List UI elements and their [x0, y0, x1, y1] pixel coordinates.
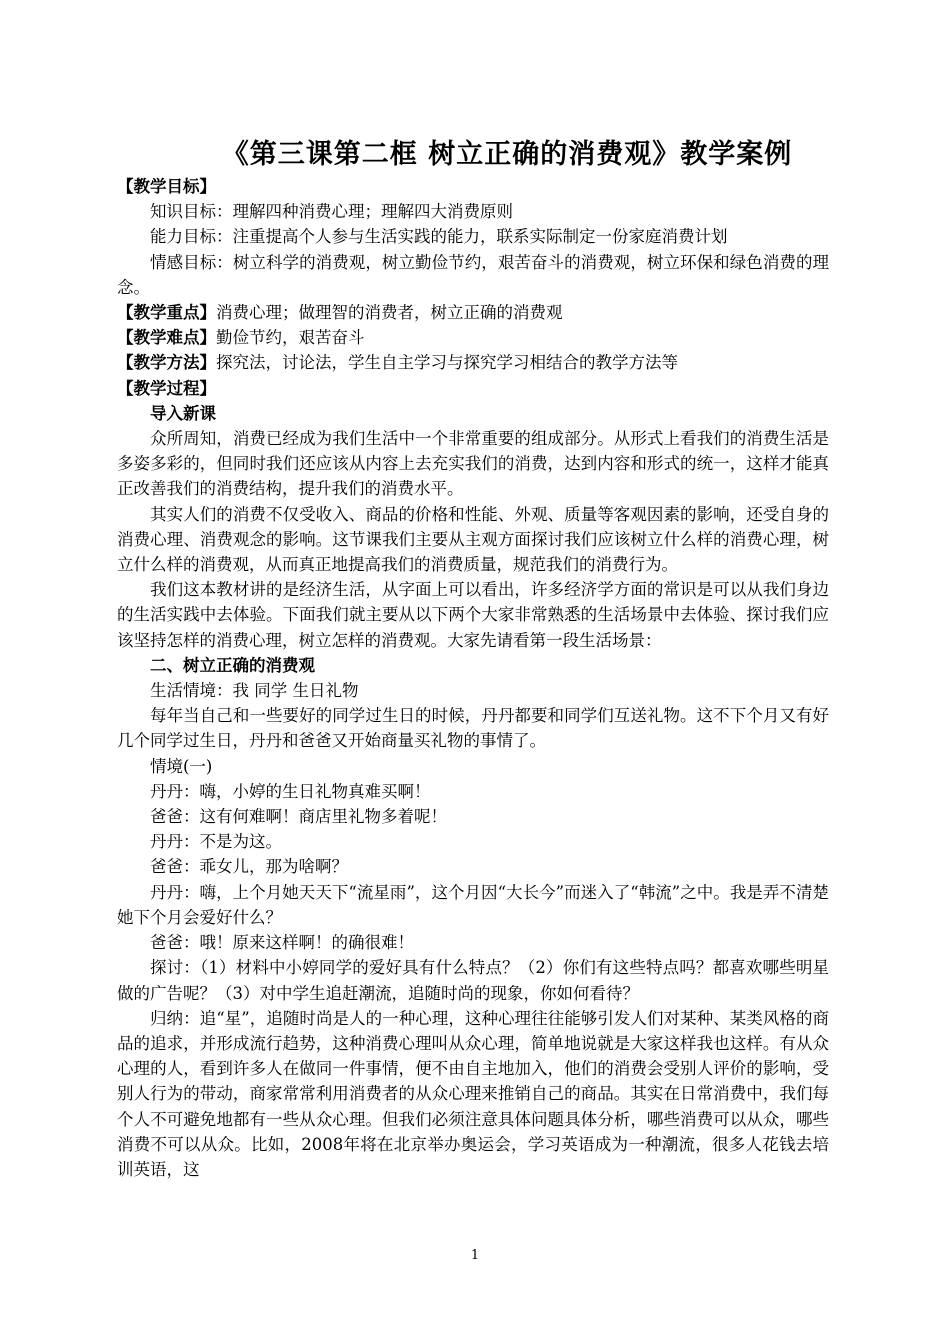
discussion-paragraph: 探讨：（1）材料中小婷同学的爱好具有什么特点？（2）你们有这些特点吗？都喜欢哪些明星做的广告呢？（3）对中学生追赶潮流，追随时尚的现象，你如何看待？	[117, 958, 829, 1003]
document-title: 《第三课第二框 树立正确的消费观》教学案例	[221, 139, 793, 170]
dialogue-line: 丹丹：嗨，小婷的生日礼物真难买啊！	[150, 781, 431, 801]
methods-heading: 【教学方法】	[117, 353, 216, 373]
dialogue-line: 丹丹：不是为这。	[150, 832, 282, 852]
intro-paragraph-2: 其实人们的消费不仅受收入、商品的价格和性能、外观、质量等客观因素的影响，还受自身的消费心理、消费观念的影响。这节课我们主要从主观方面探讨我们应该树立什么样的消费心理，树立什么样的消费观，从而真正地提高我们的消费质量，规范我们的消费行为。	[117, 504, 829, 575]
intro-paragraph-1: 众所周知，消费已经成为我们生活中一个非常重要的组成部分。从形式上看我们的消费生活是多姿多彩的，但同时我们还应该从内容上去充实我们的消费，达到内容和形式的统一，这样才能真正改善我们的消费结构，提升我们的消费水平。	[117, 429, 829, 499]
section2-heading: 二、树立正确的消费观	[150, 655, 315, 675]
dialogue-line: 爸爸：这有何难啊！商店里礼物多着呢！	[150, 807, 447, 827]
difficulty-heading: 【教学难点】	[117, 328, 216, 348]
emotion-objective: 情感目标：树立科学的消费观，树立勤俭节约，艰苦奋斗的消费观，树立环保和绿色消费的理念。	[117, 252, 829, 297]
scene-description: 每年当自己和一些要好的同学过生日的时候，丹丹都要和同学们互送礼物。这不下个月又有好几个同学过生日，丹丹和爸爸又开始商量买礼物的事情了。	[117, 706, 829, 751]
key-points-heading: 【教学重点】	[117, 303, 216, 323]
situation-label: 情境(一)	[150, 756, 213, 776]
key-points-text: 消费心理；做理智的消费者，树立正确的消费观	[216, 303, 563, 323]
page-number: 1	[470, 1248, 480, 1263]
summary-paragraph: 归纳：追“星”，追随时尚是人的一种心理，这种心理往往能够引发人们对某种、某类风格的商品的追求，并形成流行趋势，这种消费心理叫从众心理，简单地说就是大家这样我也这样。有从众心理的人，看到许多人在做同一件事情，便不由自主地加入，他们的消费会受别人评价的影响，受别人行为的带动，商家常常利用消费者的从众心理来推销自己的商品。其实在日常消费中，我们每个人不可避免地都有一些从众心理。但我们必须注意具体问题具体分析，哪些消费可以从众，哪些消费不可以从众。比如，2008年将在北京举办奥运会，学习英语成为一种潮流，很多人花钱去培训英语，这	[117, 1008, 829, 1179]
ability-objective: 能力目标：注重提高个人参与生活实践的能力，联系实际制定一份家庭消费计划	[150, 227, 728, 247]
dialogue-line: 爸爸：乖女儿，那为啥啊？	[150, 857, 348, 877]
intro-paragraph-3: 我们这本教材讲的是经济生活，从字面上可以看出，许多经济学方面的常识是可以从我们身边的生活实践中去体验。下面我们就主要从以下两个大家非常熟悉的生活场景中去体验、探讨我们应该坚持怎样的消费心理，树立怎样的消费观。大家先请看第一段生活场景：	[117, 580, 829, 650]
process-heading: 【教学过程】	[117, 378, 216, 398]
knowledge-objective: 知识目标：理解四种消费心理；理解四大消费原则	[150, 202, 513, 222]
intro-heading: 导入新课	[150, 403, 216, 423]
objectives-heading: 【教学目标】	[117, 177, 216, 196]
dialogue-line: 丹丹：嗨，上个月她天天下“流星雨”，这个月因“大长今”而迷入了“韩流”之中。我是弄不清楚她下个月会爱好什么？	[117, 882, 829, 927]
difficulty-line	[117, 325, 829, 350]
key-points-line	[117, 300, 829, 325]
methods-line	[117, 350, 829, 375]
scene-line: 生活情境：我 同学 生日礼物	[150, 681, 359, 701]
difficulty-text: 勤俭节约，艰苦奋斗	[216, 328, 365, 348]
methods-text: 探究法，讨论法，学生自主学习与探究学习相结合的教学方法等	[216, 353, 678, 373]
document-body	[117, 174, 829, 1182]
dialogue-line: 爸爸：哦！原来这样啊！的确很难！	[150, 933, 414, 953]
